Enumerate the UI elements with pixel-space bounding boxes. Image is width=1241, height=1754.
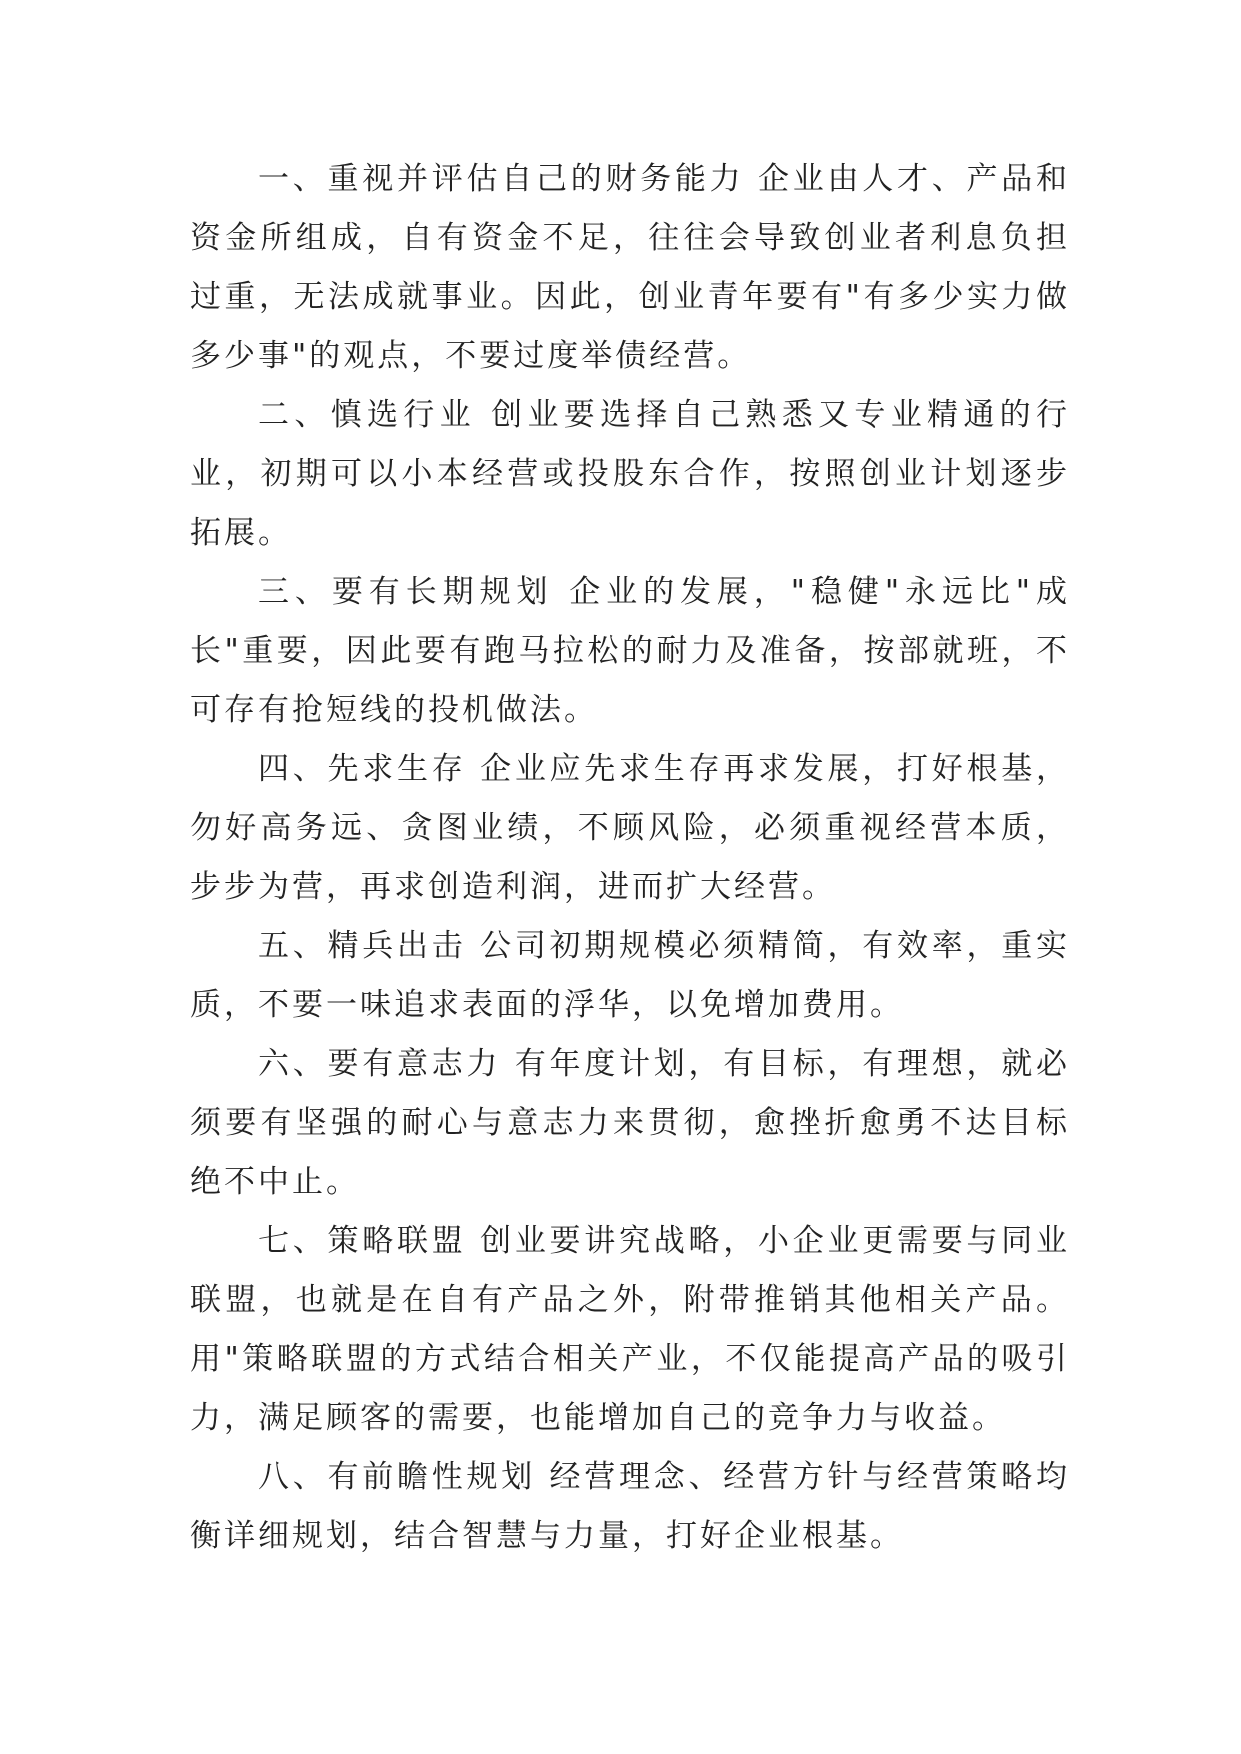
paragraph-long-term-planning: 三、要有长期规划 企业的发展，"稳健"永远比"成长"重要，因此要有跑马拉松的耐力及准备，按部就班，不可存有抢短线的投机做法。 [190,574,1070,728]
paragraph-strategic-alliance: 七、策略联盟 创业要讲究战略，小企业更需要与同业联盟，也就是在自有产品之外，附带推销其他相关产品。用"策略联盟的方式结合相关产业，不仅能提高产品的吸引力，满足顾客的需要，也能增加自己的竞争力与收益。 [190,1223,1070,1436]
document-body [190,150,1070,1566]
paragraph-choose-industry: 二、慎选行业 创业要选择自己熟悉又专业精通的行业，初期可以小本经营或投股东合作，按照创业计划逐步拓展。 [190,397,1070,551]
paragraph-lean-team: 五、精兵出击 公司初期规模必须精简，有效率，重实质，不要一味追求表面的浮华，以免增加费用。 [190,928,1070,1023]
paragraph-forward-planning: 八、有前瞻性规划 经营理念、经营方针与经营策略均衡详细规划，结合智慧与力量，打好企业根基。 [190,1459,1070,1554]
paragraph-survive-first: 四、先求生存 企业应先求生存再求发展，打好根基，勿好高务远、贪图业绩，不顾风险，必须重视经营本质，步步为营，再求创造利润，进而扩大经营。 [190,751,1070,905]
paragraph-financial-capacity: 一、重视并评估自己的财务能力 企业由人才、产品和资金所组成，自有资金不足，往往会导致创业者利息负担过重，无法成就事业。因此，创业青年要有"有多少实力做多少事"的观点，不要过度举债经营。 [190,161,1070,374]
paragraph-willpower: 六、要有意志力 有年度计划，有目标，有理想，就必须要有坚强的耐心与意志力来贯彻，愈挫折愈勇不达目标绝不中止。 [190,1046,1070,1200]
